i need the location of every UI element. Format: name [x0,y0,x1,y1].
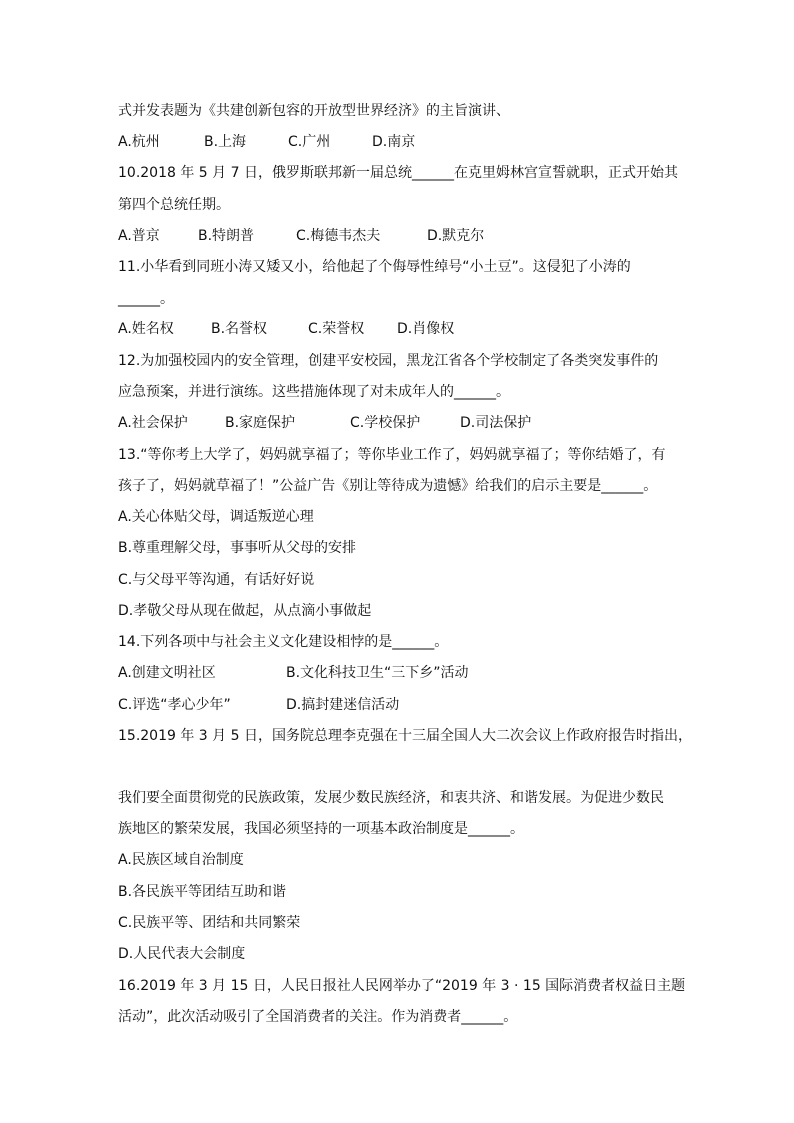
option-b: B.家庭保护 [225,415,296,431]
option-b: B.文化科技卫生“三下乡”活动 [286,665,469,681]
option-d: D.人民代表大会制度 [118,946,246,962]
option-c: C.广州 [288,134,331,150]
option-d: D.司法保护 [460,415,532,431]
question-12-options [118,413,531,433]
option-a: A.民族区域自治制度 [118,852,244,868]
option-b: B.上海 [204,134,247,150]
option-d: D.默克尔 [427,228,485,244]
question-11-options [118,319,454,339]
question-12-stem-cont: 应急预案，并进行演练。这些措施体现了对未成年人的______。 [118,384,510,400]
option-d: D.肖像权 [397,321,455,337]
option-d: D.孝敬父母从现在做起，从点滴小事做起 [118,603,372,619]
question-14-options-row1 [118,663,469,683]
option-a: A.关心体贴父母，调适叛逆心理 [118,509,314,525]
option-c: C.评选“孝心少年” [118,697,231,713]
option-b: B.名誉权 [211,321,268,337]
option-c: C.荣誉权 [308,321,365,337]
option-b: B.特朗普 [198,228,255,244]
option-d: D.南京 [372,134,416,150]
question-15-stem-cont2: 族地区的繁荣发展，我国必须坚持的一项基本政治制度是______。 [118,821,524,837]
option-c: C.学校保护 [350,415,421,431]
question-13-stem: 13.“等你考上大学了，妈妈就享福了；等你毕业工作了，妈妈就享福了；等你结婚了，有 [118,447,666,463]
option-c: C.与父母平等沟通，有话好好说 [118,572,315,588]
option-c: C.民族平等、团结和共同繁荣 [118,915,301,931]
option-b: B.尊重理解父母，事事听从父母的安排 [118,540,357,556]
option-c: C.梅德韦杰夫 [296,228,381,244]
option-a: A.杭州 [118,134,160,150]
option-b: B.各民族平等团结互助和谐 [118,884,287,900]
option-a: A.创建文明社区 [118,665,216,681]
question-15-stem: 15.2019 年 3 月 5 日，国务院总理李克强在十三届全国人大二次会议上作政府报告时指出， [118,728,692,744]
option-a: A.普京 [118,228,160,244]
option-a: A.姓名权 [118,321,174,337]
question-16-stem-cont: 活动”，此次活动吸引了全国消费者的关注。作为消费者______。 [118,1009,518,1025]
option-a: A.社会保护 [118,415,188,431]
question-10-stem-cont: 第四个总统任期。 [118,197,230,213]
question-10-options [118,226,484,246]
question-13-stem-cont: 孩子了，妈妈就草福了！”公益广告《别让等待成为遗憾》给我们的启示主要是______。 [118,478,658,494]
question-9-options [118,132,415,152]
option-d: D.搞封建迷信活动 [286,697,400,713]
question-14-stem: 14.下列各项中与社会主义文化建设相悖的是______。 [118,634,449,650]
question-14-options-row2 [118,695,399,715]
question-10-stem: 10.2018 年 5 月 7 日，俄罗斯联邦新一届总统______在克里姆林宫宣誓就职，正式开始其 [118,165,678,181]
question-9-stem-tail: 式并发表题为《共建创新包容的开放型世界经济》的主旨演讲、 [118,103,510,119]
question-12-stem: 12.为加强校园内的安全管理，创建平安校园，黑龙江省各个学校制定了各类突发事件的 [118,353,659,369]
question-15-stem-cont: 我们要全面贯彻党的民族政策，发展少数民族经济，和衷共济、和谐发展。为促进少数民 [118,790,664,806]
question-16-stem: 16.2019 年 3 月 15 日，人民日报社人民网举办了“2019 年 3 · 15 国际消费者权益日主题 [118,978,686,994]
question-11-stem: 11.小华看到同班小涛又矮又小，给他起了个侮辱性绰号“小土豆”。这侵犯了小涛的 [118,259,631,275]
question-11-stem-cont: ______。 [118,291,174,307]
